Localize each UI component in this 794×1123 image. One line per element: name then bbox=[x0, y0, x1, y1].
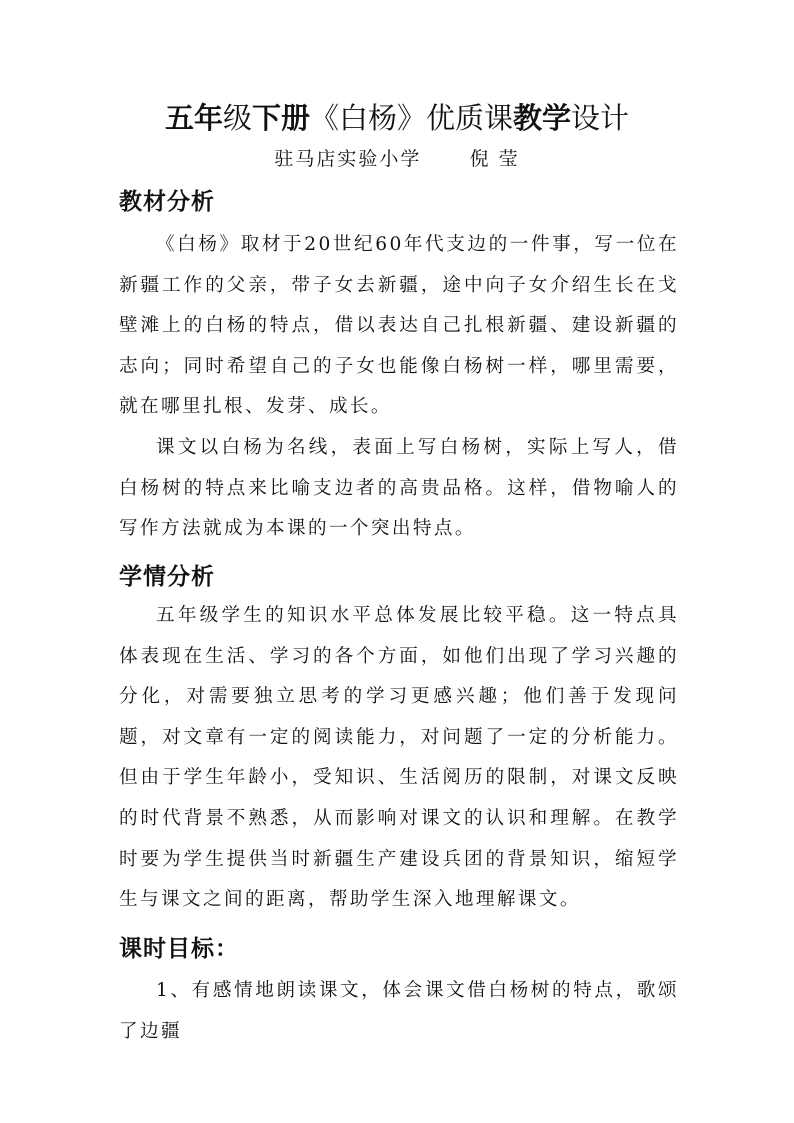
paragraph: 五年级学生的知识水平总体发展比较平稳。这一特点具体表现在生活、学习的各个方面，如他们出现了学习兴趣的分化，对需要独立思考的学习更感兴趣；他们善于发现问题，对文章有一定的阅读能力，对问题了一定的分析能力。但由于学生年龄小，受知识、生活阅历的限制，对课文反映的时代背景不熟悉，从而影响对课文的认识和理解。在教学时要为学生提供当时新疆生产建设兵团的背景知识，缩短学生与课文之间的距离，帮助学生深入地理解课文。 bbox=[119, 605, 679, 911]
title-part: 优质课 bbox=[426, 101, 514, 135]
title-part: 下册 bbox=[251, 101, 310, 135]
section-heading-lesson-objectives: 课时目标： bbox=[119, 935, 239, 962]
title-part: 教学 bbox=[513, 101, 572, 135]
document-title bbox=[0, 98, 794, 138]
section-heading-student-analysis: 学情分析 bbox=[119, 563, 215, 590]
title-part: 级 bbox=[222, 101, 252, 135]
title-part: 设计 bbox=[571, 101, 630, 135]
paragraph: 《白杨》取材于20世纪60年代支边的一件事，写一位在新疆工作的父亲，带子女去新疆，途中向子女介绍生长在戈壁滩上的白杨的特点，借以表达自己扎根新疆、建设新疆的志向；同时希望自己的子女也能像白杨树一样，哪里需要，就在哪里扎根、发芽、成长。 bbox=[119, 234, 679, 418]
objective-item: 1、有感情地朗读课文，体会课文借白杨树的特点，歌颂了边疆 bbox=[119, 980, 679, 1042]
title-part: 五年 bbox=[164, 101, 223, 135]
section-heading-textbook-analysis: 教材分析 bbox=[119, 188, 215, 215]
title-part: 《白杨》 bbox=[309, 101, 426, 135]
author-line: 驻马店实验小学 倪 莹 bbox=[274, 148, 520, 170]
paragraph: 课文以白杨为名线，表面上写白杨树，实际上写人，借白杨树的特点来比喻支边者的高贵品格。这样，借物喻人的写作方法就成为本课的一个突出特点。 bbox=[119, 437, 679, 540]
